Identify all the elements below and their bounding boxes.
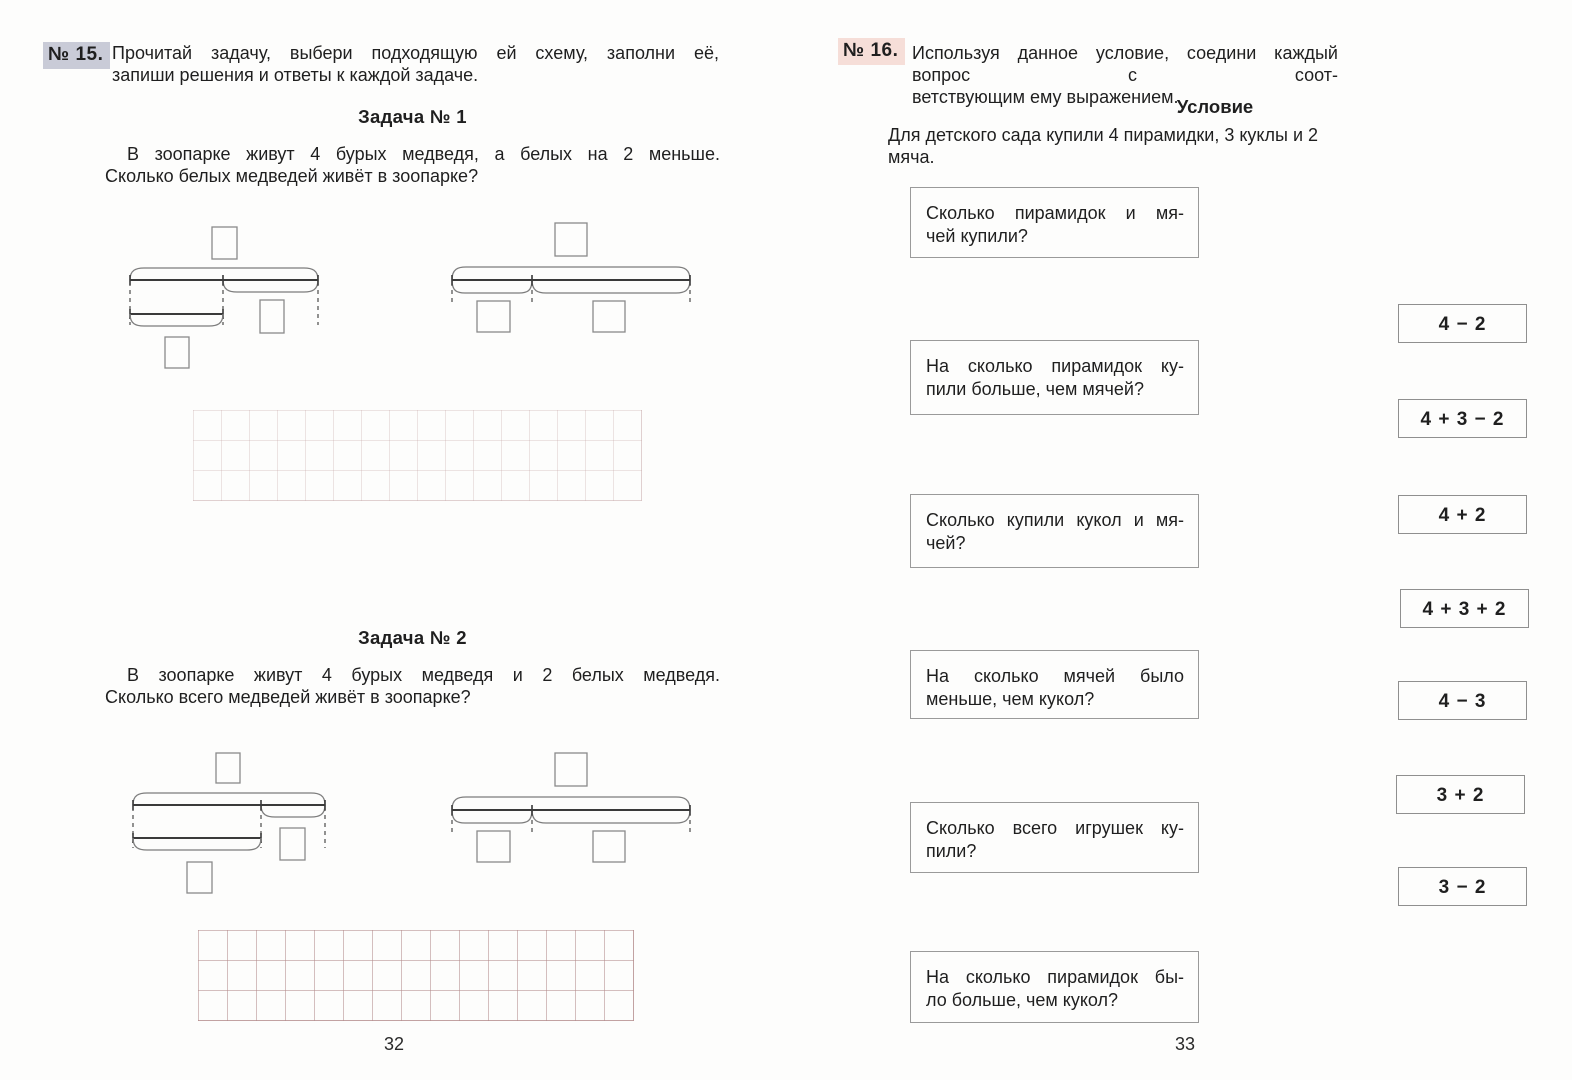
task-16-instruction-line1: Используя данное условие, соедини каждый вопрос с соот- <box>912 43 1338 85</box>
question-1-line2: чей купили? <box>926 225 1028 246</box>
total-brace <box>133 793 325 805</box>
lesser-brace <box>133 838 261 850</box>
question-5-line1: Сколько всего игрушек ку- <box>926 818 1184 838</box>
expression-box-1[interactable]: 4 − 2 <box>1398 304 1527 343</box>
expression-box-2[interactable]: 4 + 3 − 2 <box>1398 399 1527 438</box>
lesser-brace <box>130 314 223 326</box>
task2-scheme-total-diagram <box>450 752 695 867</box>
answer-box[interactable] <box>555 753 587 786</box>
expression-box-3[interactable]: 4 + 2 <box>1398 495 1527 534</box>
page-number-32: 32 <box>383 1034 405 1054</box>
answer-box[interactable] <box>555 223 587 256</box>
total-brace <box>452 797 690 810</box>
part-brace-right <box>532 810 690 823</box>
answer-box[interactable] <box>212 227 237 259</box>
task1-title: Задача № 1 <box>358 106 467 127</box>
task2-text <box>105 664 720 708</box>
part-brace <box>223 280 318 292</box>
question-3-line2: чей? <box>926 532 966 553</box>
question-1-line1: Сколько пирамидок и мя- <box>926 203 1184 223</box>
solution-grid-task2[interactable] <box>198 930 634 1021</box>
condition-text: Для детского сада купили 4 пирамидки, 3 куклы и 2 мяча. <box>888 125 1319 167</box>
answer-box[interactable] <box>477 301 510 332</box>
task1-text-line2: Сколько белых медведей живёт в зоопарке? <box>105 166 479 186</box>
question-6-line1: На сколько пирамидок бы- <box>926 967 1184 987</box>
question-box-4[interactable] <box>910 650 1199 719</box>
task1-scheme-difference-diagram <box>125 222 325 372</box>
condition-title: Условие <box>1176 96 1254 117</box>
total-brace <box>452 267 690 280</box>
solution-grid-task1[interactable] <box>193 410 642 501</box>
question-2-line1: На сколько пирамидок ку- <box>926 356 1184 376</box>
task2-title: Задача № 2 <box>358 627 467 648</box>
part-brace <box>261 805 325 817</box>
answer-box[interactable] <box>593 831 625 862</box>
answer-box[interactable] <box>260 300 284 333</box>
part-brace-right <box>532 280 690 293</box>
task2-text-line1: В зоопарке живут 4 бурых медведя и 2 белых медведя. <box>127 665 720 685</box>
task1-text <box>105 143 720 187</box>
task2-text-line2: Сколько всего медведей живёт в зоопарке? <box>105 687 471 707</box>
task-15-number-badge: № 15. <box>43 42 110 69</box>
question-6-line2: ло больше, чем кукол? <box>926 989 1119 1010</box>
answer-box[interactable] <box>477 831 510 862</box>
answer-box[interactable] <box>593 301 625 332</box>
answer-box[interactable] <box>187 862 212 893</box>
part-brace-left <box>452 810 532 823</box>
question-4-line1: На сколько мячей было <box>926 666 1184 686</box>
answer-box[interactable] <box>280 828 305 860</box>
task-15-instruction <box>112 42 719 86</box>
expression-box-6[interactable]: 3 + 2 <box>1396 775 1525 814</box>
task2-scheme-difference-diagram <box>128 750 328 898</box>
answer-box[interactable] <box>165 337 189 368</box>
part-brace-left <box>452 280 532 293</box>
task-16-number-badge: № 16. <box>838 38 905 65</box>
task-15-instruction-line2: запиши решения и ответы к каждой задаче. <box>112 65 479 85</box>
question-box-1[interactable] <box>910 187 1199 258</box>
question-box-3[interactable] <box>910 494 1199 568</box>
answer-box[interactable] <box>216 753 240 783</box>
task1-scheme-total-diagram <box>450 222 695 337</box>
expression-box-5[interactable]: 4 − 3 <box>1398 681 1527 720</box>
total-brace <box>130 268 318 280</box>
task-15-instruction-line1: Прочитай задачу, выбери подходящую ей схему, заполни её, <box>112 43 719 63</box>
expression-box-4[interactable]: 4 + 3 + 2 <box>1400 589 1529 628</box>
expression-box-7[interactable]: 3 − 2 <box>1398 867 1527 906</box>
question-4-line2: меньше, чем кукол? <box>926 688 1095 709</box>
question-box-5[interactable] <box>910 802 1199 873</box>
question-2-line2: пили больше, чем мячей? <box>926 378 1144 399</box>
task-16-instruction-line2: ветствующим ему выражением. <box>912 87 1179 107</box>
right-page <box>786 0 1572 1080</box>
dashed-guide <box>130 282 318 325</box>
task1-text-line1: В зоопарке живут 4 бурых медведя, а белых на 2 меньше. <box>127 144 720 164</box>
question-box-6[interactable] <box>910 951 1199 1023</box>
question-5-line2: пили? <box>926 840 977 861</box>
page-number-33: 33 <box>1174 1034 1196 1054</box>
question-box-2[interactable] <box>910 340 1199 415</box>
question-3-line1: Сколько купили кукол и мя- <box>926 510 1184 530</box>
